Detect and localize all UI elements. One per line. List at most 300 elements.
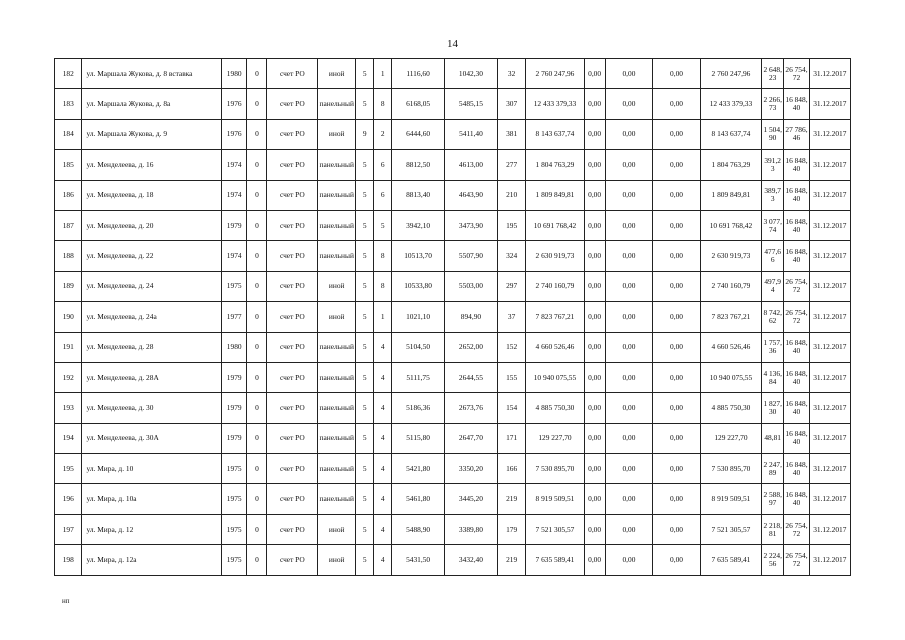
cost-col-c-cell: 0,00: [653, 362, 701, 392]
max-cost-cell: 16 848,40: [784, 484, 809, 514]
row-number-cell: 194: [55, 423, 82, 453]
entrances-cell: 4: [374, 393, 392, 423]
col-zero-cell: 0: [247, 362, 267, 392]
total-cost-cell: 7 530 895,70: [526, 454, 584, 484]
table-row: [55, 545, 851, 575]
cost-col-a-cell: 0,00: [584, 59, 605, 89]
total-area-cell: 1116,60: [392, 59, 445, 89]
residents-cell: 32: [497, 59, 526, 89]
specific-cost-cell: 389,73: [762, 180, 784, 210]
address-cell: ул. Мира, д. 10а: [82, 484, 222, 514]
floors-cell: 5: [356, 241, 374, 271]
cost-col-a-cell: 0,00: [584, 89, 605, 119]
col-zero-cell: 0: [247, 514, 267, 544]
specific-cost-cell: 2 224,56: [762, 545, 784, 575]
total-cost-cell: 7 635 589,41: [526, 545, 584, 575]
owner-funds-cell: 7 521 305,57: [700, 514, 761, 544]
owner-funds-cell: 4 660 526,46: [700, 332, 761, 362]
col-zero-cell: 0: [247, 332, 267, 362]
residents-cell: 195: [497, 210, 526, 240]
residents-cell: 152: [497, 332, 526, 362]
residents-cell: 179: [497, 514, 526, 544]
cost-col-c-cell: 0,00: [653, 119, 701, 149]
cost-col-b-cell: 0,00: [605, 393, 653, 423]
total-cost-cell: 12 433 379,33: [526, 89, 584, 119]
table-row: [55, 302, 851, 332]
table-row: [55, 393, 851, 423]
cost-col-c-cell: 0,00: [653, 393, 701, 423]
cost-col-a-cell: 0,00: [584, 119, 605, 149]
table-row: [55, 180, 851, 210]
specific-cost-cell: 1 757,36: [762, 332, 784, 362]
build-year-cell: 1975: [222, 271, 247, 301]
completion-date-cell: 31.12.2017: [809, 393, 850, 423]
cost-col-b-cell: 0,00: [605, 423, 653, 453]
build-year-cell: 1974: [222, 150, 247, 180]
total-cost-cell: 2 760 247,96: [526, 59, 584, 89]
total-area-cell: 5186,36: [392, 393, 445, 423]
build-year-cell: 1974: [222, 241, 247, 271]
cost-col-c-cell: 0,00: [653, 332, 701, 362]
cost-col-b-cell: 0,00: [605, 119, 653, 149]
total-cost-cell: 1 809 849,81: [526, 180, 584, 210]
row-number-cell: 188: [55, 241, 82, 271]
owner-funds-cell: 2 630 919,73: [700, 241, 761, 271]
completion-date-cell: 31.12.2017: [809, 514, 850, 544]
completion-date-cell: 31.12.2017: [809, 454, 850, 484]
living-area-cell: 3445,20: [445, 484, 498, 514]
residents-cell: 277: [497, 150, 526, 180]
entrances-cell: 8: [374, 241, 392, 271]
fund-method-cell: счет РО: [267, 89, 318, 119]
row-number-cell: 187: [55, 210, 82, 240]
fund-method-cell: счет РО: [267, 423, 318, 453]
total-cost-cell: 129 227,70: [526, 423, 584, 453]
owner-funds-cell: 2 760 247,96: [700, 59, 761, 89]
wall-material-cell: панельный: [318, 150, 356, 180]
build-year-cell: 1979: [222, 393, 247, 423]
completion-date-cell: 31.12.2017: [809, 150, 850, 180]
floors-cell: 5: [356, 545, 374, 575]
table-row: [55, 89, 851, 119]
wall-material-cell: панельный: [318, 484, 356, 514]
living-area-cell: 2644,55: [445, 362, 498, 392]
entrances-cell: 5: [374, 210, 392, 240]
col-zero-cell: 0: [247, 150, 267, 180]
entrances-cell: 8: [374, 89, 392, 119]
cost-col-a-cell: 0,00: [584, 362, 605, 392]
table-row: [55, 59, 851, 89]
housing-registry-table: [54, 58, 851, 576]
total-cost-cell: 4 885 750,30: [526, 393, 584, 423]
owner-funds-cell: 8 143 637,74: [700, 119, 761, 149]
entrances-cell: 4: [374, 514, 392, 544]
max-cost-cell: 26 754,72: [784, 59, 809, 89]
total-area-cell: 5104,50: [392, 332, 445, 362]
wall-material-cell: панельный: [318, 180, 356, 210]
build-year-cell: 1977: [222, 302, 247, 332]
cost-col-a-cell: 0,00: [584, 271, 605, 301]
living-area-cell: 3432,40: [445, 545, 498, 575]
row-number-cell: 189: [55, 271, 82, 301]
owner-funds-cell: 129 227,70: [700, 423, 761, 453]
table-row: [55, 454, 851, 484]
wall-material-cell: иной: [318, 271, 356, 301]
fund-method-cell: счет РО: [267, 302, 318, 332]
total-area-cell: 8812,50: [392, 150, 445, 180]
cost-col-b-cell: 0,00: [605, 241, 653, 271]
residents-cell: 381: [497, 119, 526, 149]
living-area-cell: 3350,20: [445, 454, 498, 484]
build-year-cell: 1979: [222, 210, 247, 240]
row-number-cell: 197: [55, 514, 82, 544]
specific-cost-cell: 497,94: [762, 271, 784, 301]
wall-material-cell: иной: [318, 545, 356, 575]
total-area-cell: 5461,80: [392, 484, 445, 514]
cost-col-a-cell: 0,00: [584, 180, 605, 210]
build-year-cell: 1979: [222, 362, 247, 392]
max-cost-cell: 16 848,40: [784, 332, 809, 362]
living-area-cell: 2652,00: [445, 332, 498, 362]
address-cell: ул. Менделеева, д. 16: [82, 150, 222, 180]
col-zero-cell: 0: [247, 545, 267, 575]
owner-funds-cell: 1 809 849,81: [700, 180, 761, 210]
fund-method-cell: счет РО: [267, 332, 318, 362]
residents-cell: 210: [497, 180, 526, 210]
build-year-cell: 1974: [222, 180, 247, 210]
floors-cell: 5: [356, 89, 374, 119]
residents-cell: 171: [497, 423, 526, 453]
cost-col-c-cell: 0,00: [653, 150, 701, 180]
total-area-cell: 5111,75: [392, 362, 445, 392]
build-year-cell: 1976: [222, 119, 247, 149]
cost-col-a-cell: 0,00: [584, 241, 605, 271]
table-row: [55, 119, 851, 149]
floors-cell: 5: [356, 332, 374, 362]
cost-col-b-cell: 0,00: [605, 514, 653, 544]
table-row: [55, 423, 851, 453]
build-year-cell: 1976: [222, 89, 247, 119]
living-area-cell: 5411,40: [445, 119, 498, 149]
entrances-cell: 4: [374, 332, 392, 362]
specific-cost-cell: 2 218,81: [762, 514, 784, 544]
build-year-cell: 1980: [222, 59, 247, 89]
wall-material-cell: панельный: [318, 210, 356, 240]
col-zero-cell: 0: [247, 393, 267, 423]
cost-col-c-cell: 0,00: [653, 241, 701, 271]
cost-col-c-cell: 0,00: [653, 514, 701, 544]
completion-date-cell: 31.12.2017: [809, 362, 850, 392]
owner-funds-cell: 4 885 750,30: [700, 393, 761, 423]
col-zero-cell: 0: [247, 59, 267, 89]
floors-cell: 5: [356, 362, 374, 392]
cost-col-c-cell: 0,00: [653, 59, 701, 89]
living-area-cell: 894,90: [445, 302, 498, 332]
address-cell: ул. Менделеева, д. 30А: [82, 423, 222, 453]
col-zero-cell: 0: [247, 241, 267, 271]
entrances-cell: 4: [374, 484, 392, 514]
row-number-cell: 195: [55, 454, 82, 484]
residents-cell: 297: [497, 271, 526, 301]
table-row: [55, 210, 851, 240]
address-cell: ул. Менделеева, д. 28А: [82, 362, 222, 392]
total-cost-cell: 8 143 637,74: [526, 119, 584, 149]
owner-funds-cell: 2 740 160,79: [700, 271, 761, 301]
living-area-cell: 3473,90: [445, 210, 498, 240]
table-row: [55, 241, 851, 271]
specific-cost-cell: 48,81: [762, 423, 784, 453]
col-zero-cell: 0: [247, 180, 267, 210]
row-number-cell: 198: [55, 545, 82, 575]
col-zero-cell: 0: [247, 210, 267, 240]
completion-date-cell: 31.12.2017: [809, 302, 850, 332]
row-number-cell: 191: [55, 332, 82, 362]
address-cell: ул. Менделеева, д. 24: [82, 271, 222, 301]
specific-cost-cell: 1 504,90: [762, 119, 784, 149]
cost-col-b-cell: 0,00: [605, 484, 653, 514]
residents-cell: 219: [497, 484, 526, 514]
max-cost-cell: 16 848,40: [784, 89, 809, 119]
row-number-cell: 186: [55, 180, 82, 210]
fund-method-cell: счет РО: [267, 271, 318, 301]
row-number-cell: 182: [55, 59, 82, 89]
cost-col-b-cell: 0,00: [605, 332, 653, 362]
completion-date-cell: 31.12.2017: [809, 89, 850, 119]
total-area-cell: 8813,40: [392, 180, 445, 210]
specific-cost-cell: 4 136,84: [762, 362, 784, 392]
entrances-cell: 2: [374, 119, 392, 149]
living-area-cell: 4643,90: [445, 180, 498, 210]
total-cost-cell: 7 823 767,21: [526, 302, 584, 332]
address-cell: ул. Маршала Жукова, д. 8 вставка: [82, 59, 222, 89]
residents-cell: 166: [497, 454, 526, 484]
col-zero-cell: 0: [247, 89, 267, 119]
max-cost-cell: 26 754,72: [784, 302, 809, 332]
completion-date-cell: 31.12.2017: [809, 59, 850, 89]
floors-cell: 5: [356, 484, 374, 514]
floors-cell: 5: [356, 150, 374, 180]
address-cell: ул. Менделеева, д. 30: [82, 393, 222, 423]
fund-method-cell: счет РО: [267, 150, 318, 180]
owner-funds-cell: 7 635 589,41: [700, 545, 761, 575]
wall-material-cell: иной: [318, 302, 356, 332]
total-area-cell: 1021,10: [392, 302, 445, 332]
cost-col-b-cell: 0,00: [605, 150, 653, 180]
specific-cost-cell: 477,66: [762, 241, 784, 271]
address-cell: ул. Менделеева, д. 24а: [82, 302, 222, 332]
address-cell: ул. Менделеева, д. 18: [82, 180, 222, 210]
total-cost-cell: 10 940 075,55: [526, 362, 584, 392]
floors-cell: 5: [356, 514, 374, 544]
total-area-cell: 5115,80: [392, 423, 445, 453]
entrances-cell: 4: [374, 454, 392, 484]
entrances-cell: 4: [374, 423, 392, 453]
living-area-cell: 4613,00: [445, 150, 498, 180]
cost-col-c-cell: 0,00: [653, 210, 701, 240]
wall-material-cell: иной: [318, 119, 356, 149]
max-cost-cell: 26 754,72: [784, 271, 809, 301]
row-number-cell: 184: [55, 119, 82, 149]
fund-method-cell: счет РО: [267, 362, 318, 392]
cost-col-c-cell: 0,00: [653, 302, 701, 332]
fund-method-cell: счет РО: [267, 180, 318, 210]
address-cell: ул. Менделеева, д. 20: [82, 210, 222, 240]
floors-cell: 5: [356, 59, 374, 89]
max-cost-cell: 16 848,40: [784, 454, 809, 484]
wall-material-cell: панельный: [318, 362, 356, 392]
cost-col-c-cell: 0,00: [653, 423, 701, 453]
living-area-cell: 2647,70: [445, 423, 498, 453]
fund-method-cell: счет РО: [267, 210, 318, 240]
fund-method-cell: счет РО: [267, 454, 318, 484]
total-area-cell: 5421,80: [392, 454, 445, 484]
build-year-cell: 1975: [222, 484, 247, 514]
build-year-cell: 1975: [222, 514, 247, 544]
wall-material-cell: панельный: [318, 241, 356, 271]
cost-col-a-cell: 0,00: [584, 514, 605, 544]
cost-col-c-cell: 0,00: [653, 89, 701, 119]
specific-cost-cell: 8 742,62: [762, 302, 784, 332]
page-number: 14: [447, 38, 458, 50]
completion-date-cell: 31.12.2017: [809, 423, 850, 453]
max-cost-cell: 16 848,40: [784, 393, 809, 423]
specific-cost-cell: 391,23: [762, 150, 784, 180]
max-cost-cell: 26 754,72: [784, 514, 809, 544]
cost-col-b-cell: 0,00: [605, 210, 653, 240]
wall-material-cell: иной: [318, 59, 356, 89]
cost-col-c-cell: 0,00: [653, 454, 701, 484]
cost-col-c-cell: 0,00: [653, 484, 701, 514]
max-cost-cell: 16 848,40: [784, 362, 809, 392]
floors-cell: 5: [356, 423, 374, 453]
col-zero-cell: 0: [247, 454, 267, 484]
floors-cell: 5: [356, 302, 374, 332]
table-row: [55, 332, 851, 362]
living-area-cell: 5503,00: [445, 271, 498, 301]
entrances-cell: 1: [374, 59, 392, 89]
living-area-cell: 1042,30: [445, 59, 498, 89]
fund-method-cell: счет РО: [267, 241, 318, 271]
floors-cell: 5: [356, 271, 374, 301]
cost-col-b-cell: 0,00: [605, 362, 653, 392]
address-cell: ул. Мира, д. 12: [82, 514, 222, 544]
specific-cost-cell: 3 077,74: [762, 210, 784, 240]
address-cell: ул. Мира, д. 10: [82, 454, 222, 484]
fund-method-cell: счет РО: [267, 119, 318, 149]
col-zero-cell: 0: [247, 302, 267, 332]
cost-col-c-cell: 0,00: [653, 180, 701, 210]
total-cost-cell: 4 660 526,46: [526, 332, 584, 362]
table-row: [55, 362, 851, 392]
cost-col-b-cell: 0,00: [605, 545, 653, 575]
build-year-cell: 1975: [222, 454, 247, 484]
col-zero-cell: 0: [247, 271, 267, 301]
address-cell: ул. Менделеева, д. 28: [82, 332, 222, 362]
row-number-cell: 193: [55, 393, 82, 423]
cost-col-c-cell: 0,00: [653, 545, 701, 575]
cost-col-a-cell: 0,00: [584, 484, 605, 514]
completion-date-cell: 31.12.2017: [809, 484, 850, 514]
max-cost-cell: 27 786,46: [784, 119, 809, 149]
address-cell: ул. Мира, д. 12а: [82, 545, 222, 575]
fund-method-cell: счет РО: [267, 393, 318, 423]
cost-col-b-cell: 0,00: [605, 271, 653, 301]
residents-cell: 307: [497, 89, 526, 119]
max-cost-cell: 16 848,40: [784, 210, 809, 240]
cost-col-b-cell: 0,00: [605, 89, 653, 119]
total-area-cell: 3942,10: [392, 210, 445, 240]
total-cost-cell: 10 691 768,42: [526, 210, 584, 240]
cost-col-b-cell: 0,00: [605, 454, 653, 484]
living-area-cell: 2673,76: [445, 393, 498, 423]
row-number-cell: 192: [55, 362, 82, 392]
owner-funds-cell: 8 919 509,51: [700, 484, 761, 514]
max-cost-cell: 16 848,40: [784, 423, 809, 453]
specific-cost-cell: 2 247,89: [762, 454, 784, 484]
col-zero-cell: 0: [247, 484, 267, 514]
entrances-cell: 4: [374, 545, 392, 575]
table-row: [55, 150, 851, 180]
floors-cell: 5: [356, 180, 374, 210]
completion-date-cell: 31.12.2017: [809, 241, 850, 271]
owner-funds-cell: 10 940 075,55: [700, 362, 761, 392]
total-cost-cell: 2 740 160,79: [526, 271, 584, 301]
wall-material-cell: иной: [318, 514, 356, 544]
fund-method-cell: счет РО: [267, 545, 318, 575]
floors-cell: 9: [356, 119, 374, 149]
total-area-cell: 10513,70: [392, 241, 445, 271]
cost-col-a-cell: 0,00: [584, 150, 605, 180]
cost-col-a-cell: 0,00: [584, 302, 605, 332]
total-area-cell: 5431,50: [392, 545, 445, 575]
max-cost-cell: 16 848,40: [784, 241, 809, 271]
floors-cell: 5: [356, 210, 374, 240]
max-cost-cell: 16 848,40: [784, 150, 809, 180]
completion-date-cell: 31.12.2017: [809, 271, 850, 301]
residents-cell: 155: [497, 362, 526, 392]
build-year-cell: 1980: [222, 332, 247, 362]
completion-date-cell: 31.12.2017: [809, 332, 850, 362]
completion-date-cell: 31.12.2017: [809, 119, 850, 149]
address-cell: ул. Маршала Жукова, д. 9: [82, 119, 222, 149]
row-number-cell: 185: [55, 150, 82, 180]
max-cost-cell: 26 754,72: [784, 545, 809, 575]
fund-method-cell: счет РО: [267, 484, 318, 514]
fund-method-cell: счет РО: [267, 514, 318, 544]
build-year-cell: 1975: [222, 545, 247, 575]
wall-material-cell: панельный: [318, 454, 356, 484]
build-year-cell: 1979: [222, 423, 247, 453]
living-area-cell: 5507,90: [445, 241, 498, 271]
address-cell: ул. Маршала Жукова, д. 8а: [82, 89, 222, 119]
owner-funds-cell: 7 530 895,70: [700, 454, 761, 484]
residents-cell: 154: [497, 393, 526, 423]
specific-cost-cell: 1 827,30: [762, 393, 784, 423]
owner-funds-cell: 10 691 768,42: [700, 210, 761, 240]
footer-mark: нп: [62, 597, 70, 605]
total-area-cell: 6168,05: [392, 89, 445, 119]
cost-col-b-cell: 0,00: [605, 302, 653, 332]
residents-cell: 37: [497, 302, 526, 332]
total-cost-cell: 2 630 919,73: [526, 241, 584, 271]
completion-date-cell: 31.12.2017: [809, 210, 850, 240]
cost-col-a-cell: 0,00: [584, 393, 605, 423]
table-row: [55, 271, 851, 301]
table-row: [55, 514, 851, 544]
max-cost-cell: 16 848,40: [784, 180, 809, 210]
specific-cost-cell: 2 266,73: [762, 89, 784, 119]
cost-col-b-cell: 0,00: [605, 180, 653, 210]
